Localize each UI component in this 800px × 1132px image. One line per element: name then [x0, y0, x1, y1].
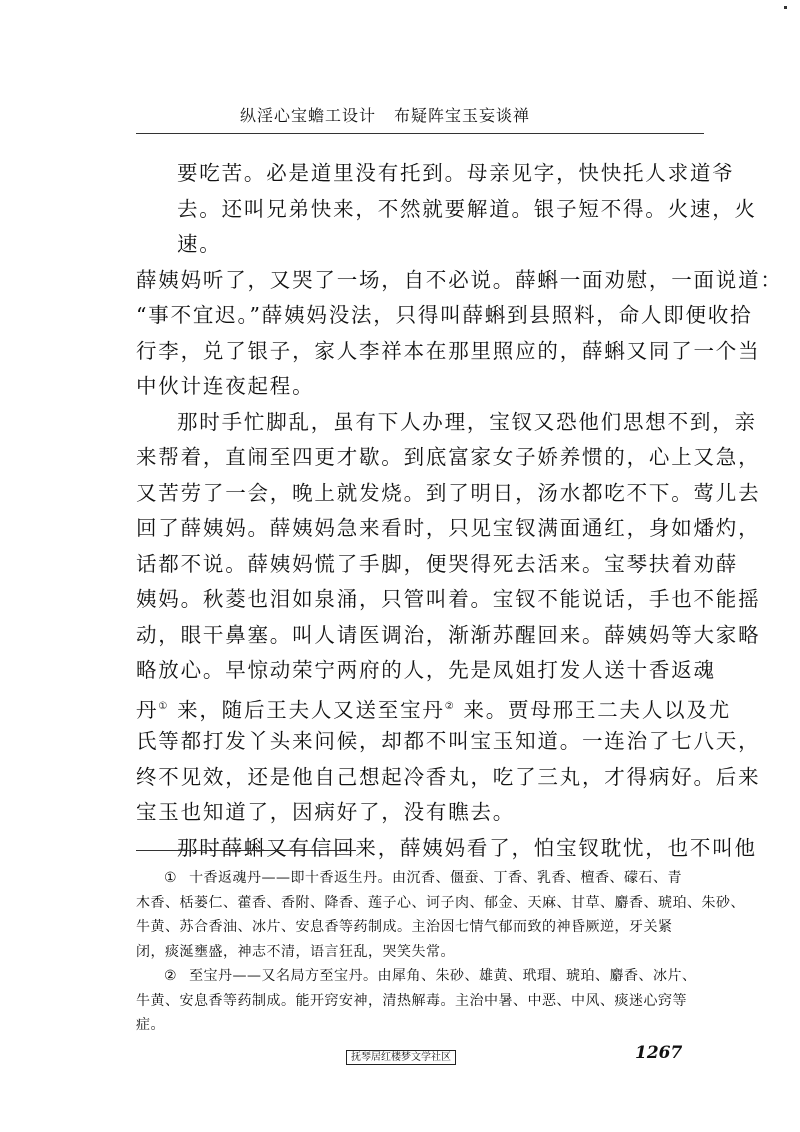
footnote-text: 至宝丹——又名局方至宝丹。由犀角、朱砂、雄黄、玳瑁、琥珀、麝香、冰片、 — [189, 968, 697, 984]
footnote-mark-2: ② — [164, 968, 178, 984]
text-fragment: 来，随后王夫人又送至宝丹 — [177, 697, 445, 722]
text-line: 回了薛姨妈。薛姨妈急来看时，只见宝钗满面通红，身如燔灼， — [136, 516, 761, 540]
text-line: 终不见效，还是他自己想起冷香丸，吃了三丸，才得病好。后来 — [136, 764, 761, 789]
footnote-rule — [136, 850, 356, 851]
text-line: 又苦劳了一会，晚上就发烧。到了明日，汤水都吃不下。莺儿去 — [136, 480, 761, 505]
text-line: 去。还叫兄弟快来，不然就要解道。银子短不得。火速，火 — [177, 196, 757, 221]
text-line: 行李，兑了银子，家人李祥本在那里照应的，薛蝌又同了一个当 — [136, 338, 761, 363]
text-line: 略放心。早惊动荣宁两府的人，先是凤姐打发人送十香返魂 — [136, 658, 716, 682]
text-line: 宝玉也知道了，因病好了，没有瞧去。 — [136, 800, 516, 824]
footnote-line: 牛黄、苏合香油、冰片、安息香等药制成。主治因七情气郁而致的神昏厥逆，牙关紧 — [136, 919, 673, 935]
text-line-with-footnotes — [136, 689, 732, 725]
page-number: 1267 — [635, 1043, 683, 1063]
text-line: 话都不说。薛姨妈慌了手脚，便哭得死去活来。宝琴扶着劝薛 — [136, 551, 739, 576]
footnote-2 — [136, 964, 706, 989]
footnote-text: 十香返魂丹——即十香返生丹。由沉香、僵蚕、丁香、乳香、檀香、礞石、青 — [189, 870, 683, 886]
text-line: 那时手忙脚乱，虽有下人办理，宝钗又恐他们思想不到，亲 — [177, 409, 757, 434]
footnote-line: 木香、栝蒌仁、藿香、香附、降香、莲子心、诃子肉、郁金、天麻、甘草、麝香、琥珀、朱砂、 — [136, 894, 745, 911]
text-line: 那时薛蝌又有信回来，薛姨妈看了，怕宝钗耽忧，也不叫他 — [177, 835, 757, 860]
footnotes — [136, 866, 745, 1038]
running-header — [240, 103, 600, 126]
text-fragment: 丹 — [136, 697, 159, 722]
text-line: 氏等都打发丫头来问候，却都不叫宝玉知道。一连治了七八天， — [136, 729, 761, 753]
footnote-line: 闭，痰涎壅盛，神志不清，语言狂乱，哭笑失常。 — [136, 943, 455, 960]
scan-speck — [784, 6, 787, 9]
footnote-ref-2[interactable]: ② — [444, 700, 456, 712]
text-line: 速。 — [177, 232, 222, 256]
footnote-ref-1[interactable]: ① — [158, 700, 170, 712]
footnote-line: 症。 — [136, 1017, 165, 1033]
source-stamp: 抚琴居红楼梦文学社区 — [346, 1050, 456, 1065]
text-line: 要吃苦。必是道里没有托到。母亲见字，快快托人求道爷 — [177, 161, 735, 185]
header-left-title: 纵淫心宝蟾工设计 — [240, 106, 377, 125]
text-fragment: 来。贾母邢王二夫人以及尤 — [463, 697, 732, 722]
main-text — [136, 156, 783, 866]
footnote-mark-1: ① — [164, 870, 178, 886]
text-line: 姨妈。秋菱也泪如泉涌，只管叫着。宝钗不能说话，手也不能摇 — [136, 587, 761, 611]
footnote-line: 牛黄、安息香等药制成。能开窍安神，清热解毒。主治中暑、中恶、中风、痰迷心窍等 — [136, 992, 687, 1009]
header-rule — [136, 133, 704, 134]
text-line: 动，眼干鼻塞。叫人请医调治，渐渐苏醒回来。薛姨妈等大家略 — [136, 622, 761, 647]
footnote-1 — [136, 866, 706, 891]
text-line: “事不宜迟。”薛姨妈没法，只得叫薛蝌到县照料，命人即便收拾 — [136, 303, 753, 327]
text-line: 中伙计连夜起程。 — [136, 374, 315, 398]
text-line: 来帮着，直闹至四更才歇。到底富家女子娇养惯的，心上又急， — [136, 445, 761, 469]
header-right-title: 布疑阵宝玉妄谈禅 — [394, 106, 531, 125]
text-line: 薛姨妈听了，又哭了一场，自不必说。薛蝌一面劝慰，一面说道： — [136, 267, 783, 292]
